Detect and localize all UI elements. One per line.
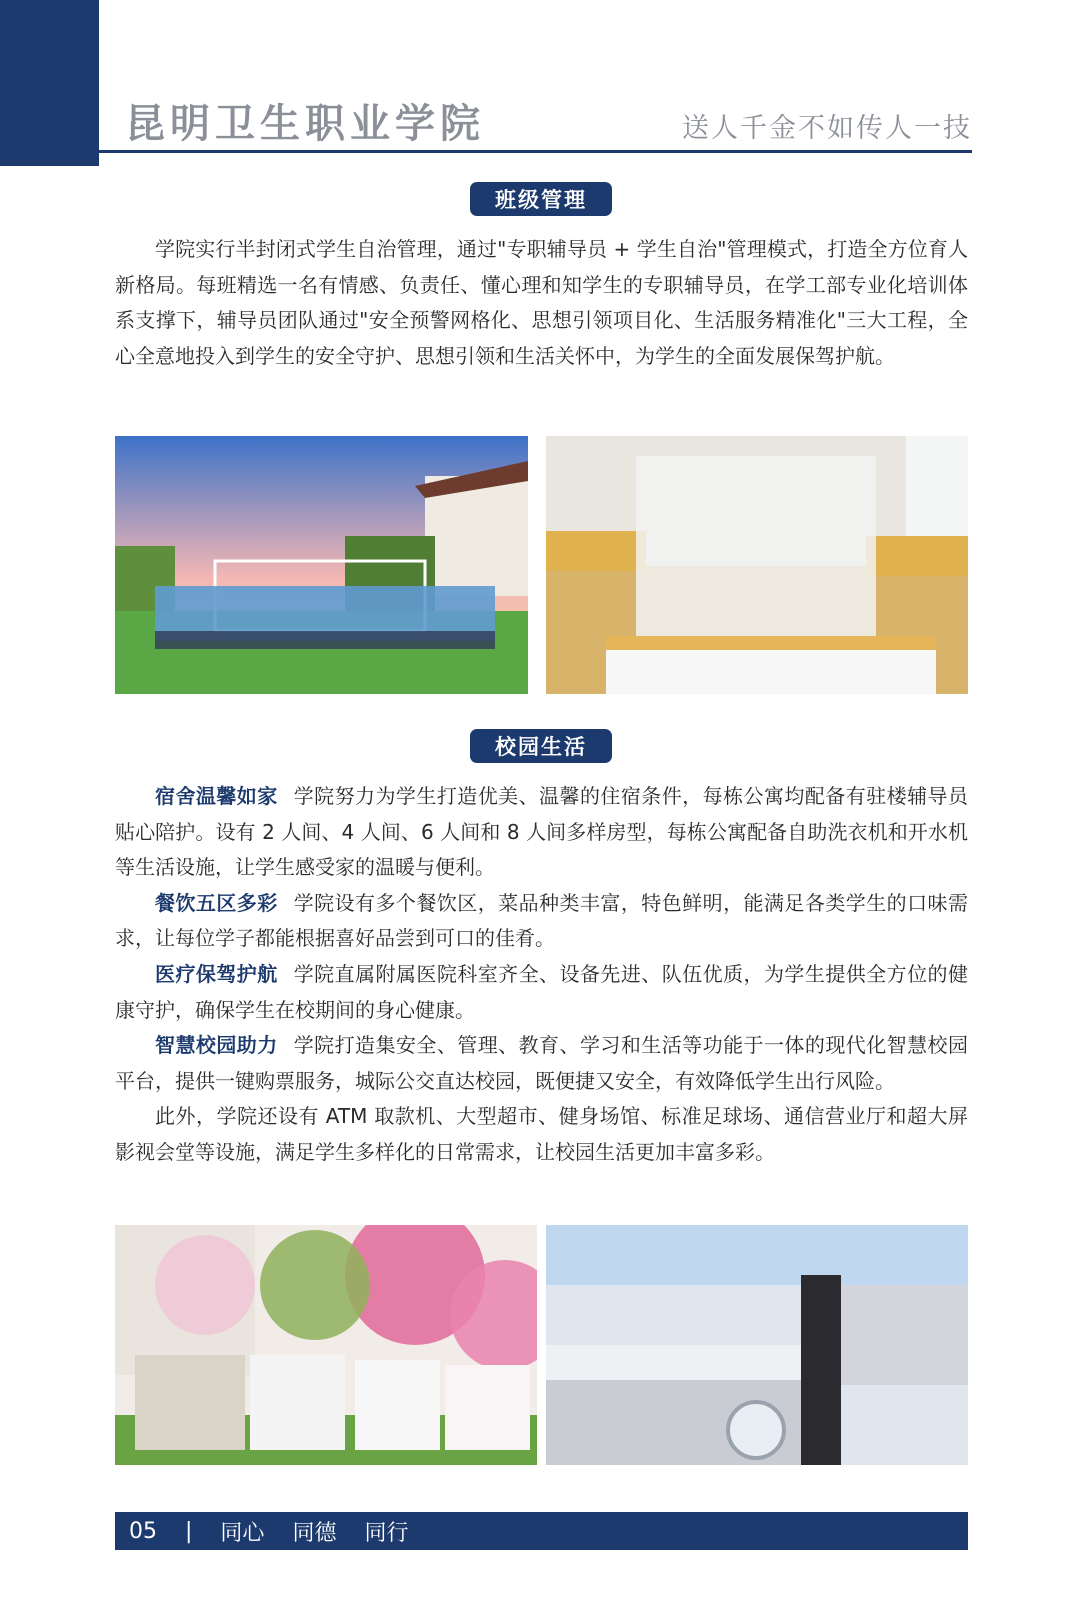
footer-word-3: 同行 xyxy=(364,1520,409,1546)
photo-students-football-field xyxy=(115,436,528,694)
photo-laundry-room xyxy=(546,1225,968,1465)
class-management-text xyxy=(115,232,968,374)
footer-bar xyxy=(115,1512,968,1550)
photo-students-reading-outdoors xyxy=(115,1225,537,1465)
medical-heading: 医疗保驾护航 xyxy=(155,961,278,986)
footer-word-2: 同德 xyxy=(292,1520,337,1546)
smart-campus-text: 学院打造集安全、管理、教育、学习和生活等功能于一体的现代化智慧校园平台，提供一键购票服务，城际公交直达校园，既便捷又安全，有效降低学生出行风险。 xyxy=(115,1033,969,1093)
footer-separator: | xyxy=(185,1518,193,1544)
dorm-text: 学院努力为学生打造优美、温馨的住宿条件，每栋公寓均配备有驻楼辅导员贴心陪护。设有 2 人间、4 人间、6 人间和 8 人间多样房型，每栋公寓配备自助洗衣机和开水机等生活设施，让学生感受家的温暖与便利。 xyxy=(115,784,969,880)
class-management-paragraph: 学院实行半封闭式学生自治管理，通过"专职辅导员 + 学生自治"管理模式，打造全方位育人新格局。每班精选一名有情感、负责任、懂心理和知学生的专职辅导员，在学工部专业化培训体系支撑下，辅导员团队通过"安全预警网格化、思想引领项目化、生活服务精准化"三大工程，全心全意地投入到学生的安全守护、思想引领和生活关怀中，为学生的全面发展保驾护航。 xyxy=(115,237,968,368)
section-badge-class-management: 班级管理 xyxy=(470,182,612,216)
footer-word-1: 同心 xyxy=(220,1520,265,1546)
section-badge-campus-life: 校园生活 xyxy=(470,729,612,763)
campus-life-item-dorm xyxy=(115,779,968,886)
school-slogan: 送人千金不如传人一技 xyxy=(682,113,972,144)
dorm-heading: 宿舍温馨如家 xyxy=(155,784,278,808)
campus-life-closing: 此外，学院还设有 ATM 取款机、大型超市、健身场馆、标准足球场、通信营业厅和超大屏影视会堂等设施，满足学生多样化的日常需求，让校园生活更加丰富多彩。 xyxy=(115,1104,968,1164)
school-name-title: 昆明卫生职业学院 xyxy=(125,100,485,147)
dining-heading: 餐饮五区多彩 xyxy=(155,890,278,915)
page-number: 05 xyxy=(129,1518,157,1544)
campus-life-item-smart-campus xyxy=(115,1028,968,1099)
corner-block xyxy=(0,0,99,166)
medical-text: 学院直属附属医院科室齐全、设备先进、队伍优质，为学生提供全方位的健康守护，确保学生在校期间的身心健康。 xyxy=(115,961,969,1022)
smart-campus-heading: 智慧校园助力 xyxy=(155,1033,278,1058)
campus-life-item-medical xyxy=(115,957,968,1028)
campus-life-text xyxy=(115,779,968,1171)
photo-students-classroom xyxy=(546,436,968,694)
campus-life-item-dining xyxy=(115,886,968,957)
header-divider xyxy=(99,150,972,153)
dining-text: 学院设有多个餐饮区，菜品种类丰富，特色鲜明，能满足各类学生的口味需求，让每位学子都能根据喜好品尝到可口的佳肴。 xyxy=(115,890,969,951)
